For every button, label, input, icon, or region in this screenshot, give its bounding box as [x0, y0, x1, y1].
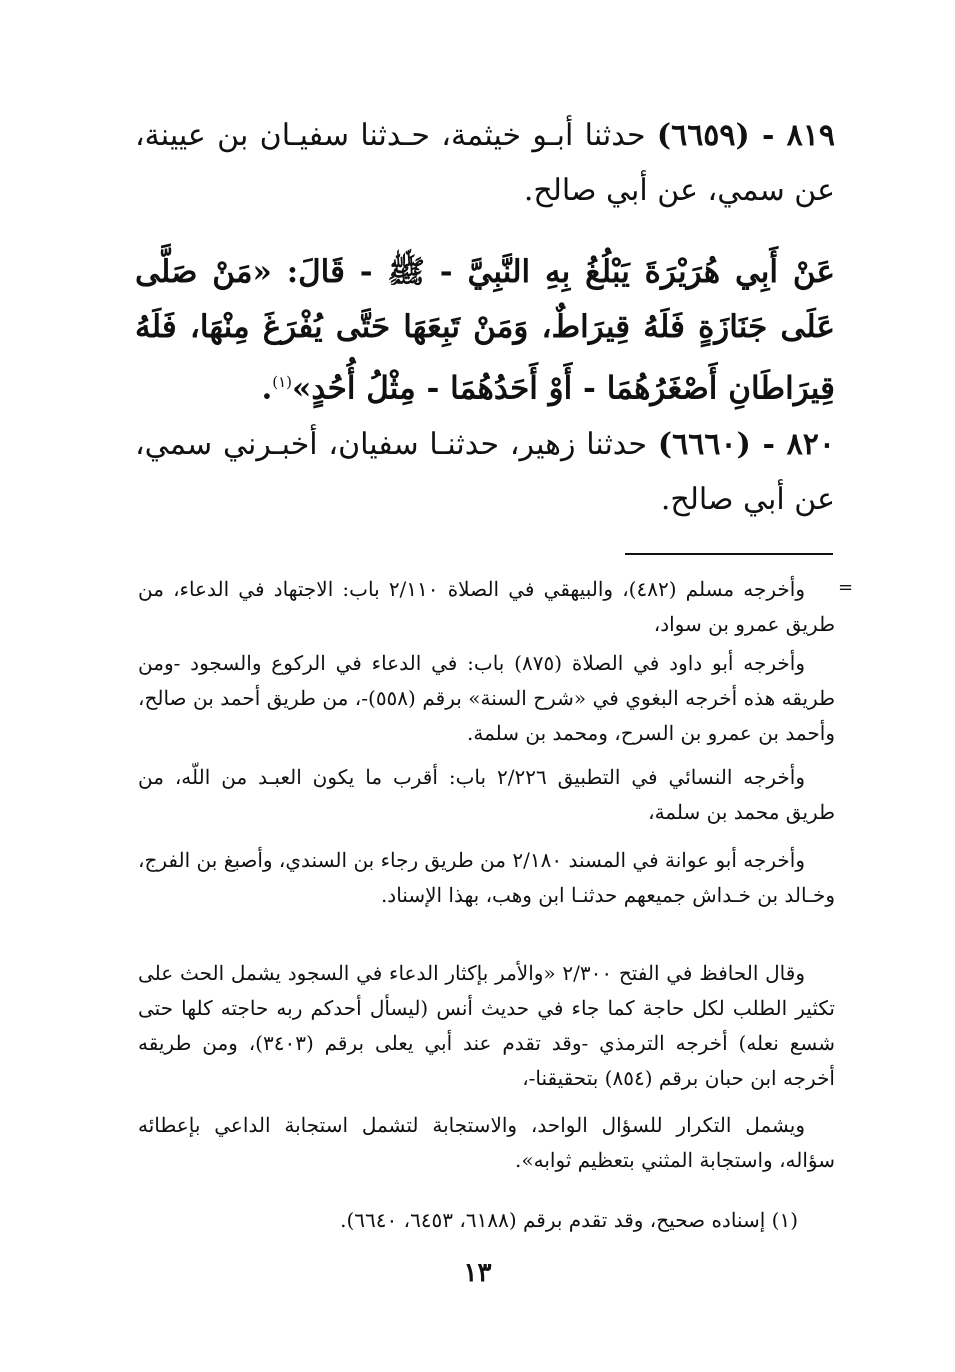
footnote-1: (١) إسناده صحيح، وقد تقدم برقم (٦١٨٨، ٦٤٥٣، ٦٦٤٠).: [340, 1208, 798, 1232]
page-number: ١٣: [463, 1258, 492, 1288]
hadith-819-isnad: [135, 108, 835, 218]
hadith-matn-text: عَنْ أَبِي هُرَيْرَةَ يَبْلُغُ بِهِ النَّبِيَّ - ﷺ - قَالَ: «مَنْ صَلَّى عَلَى جَنَازَةٍ فَلَهُ قِيرَاطٌ، وَمَنْ تَبِعَهَا حَتَّى يُفْرَغَ مِنْهَا، فَلَهُ قِيرَاطَانِ أَصْغَرُهُمَا - أَوْ أَحَدُهُمَا - مِثْلُ أُحُدٍ»: [135, 254, 835, 407]
hadith-820-isnad: [135, 417, 835, 527]
hadith-819-number: ٨١٩ - (٦٦٥٩): [656, 118, 835, 153]
footnote-paragraph: وقال الحافظ في الفتح ٢/٣٠٠ «والأمر بإكثار الدعاء في السجود يشمل الحث على تكثير الطلب لكل حاجة كما جاء في حديث أنس (ليسأل أحدكم ربه حاجته كلها حتى شسع نعله) أخرجه الترمذي -وقد تقدم عند أبي يعلى برقم (٣٤٠٣)، ومن طريقه أخرجه ابن حبان برقم (٨٥٤) بتحقيقنا-،: [138, 961, 835, 1090]
footnote-paragraph: وأخرجه أبو داود في الصلاة (٨٧٥) باب: في الدعاء في الركوع والسجود -ومن طريقه هذه أخرجه البغوي في «شرح السنة» برقم (٥٥٨)-، من طريق أحمد بن صالح، وأحمد بن عمرو بن السرح، ومحمد بن سلمة.: [138, 651, 835, 745]
footnote-paragraph: وأخرجه أبو عوانة في المسند ٢/١٨٠ من طريق رجاء بن السندي، وأصبغ بن الفرج، وخـالد بن خـداش جميعهم حدثنـا ابن وهب، بهذا الإسناد.: [138, 848, 835, 907]
footnote-paragraph: ويشمل التكرار للسؤال الواحد، والاستجابة لتشمل استجابة الداعي بإعطائه سؤاله، واستجابة المثني بتعظيم ثوابه».: [138, 1113, 835, 1172]
continuation-mark: =: [838, 577, 854, 598]
footnote-ref-1: (١): [272, 373, 293, 391]
footnote-separator: [625, 553, 833, 555]
hadith-820-chain: حدثنا زهير، حدثنـا سفيان، أخبـرني سمي، عن أبي صالح.: [135, 427, 835, 517]
hadith-matn: عَنْ أَبِي هُرَيْرَةَ يَبْلُغُ بِهِ النَّبِيَّ - ﷺ - قَالَ: «مَنْ صَلَّى عَلَى جَنَازَةٍ فَلَهُ قِيرَاطٌ، وَمَنْ تَبِعَهَا حَتَّى يُفْرَغَ مِنْهَا، فَلَهُ قِيرَاطَانِ أَصْغَرُهُمَا - أَوْ أَحَدُهُمَا - مِثْلُ أُحُدٍ»$^{(١)}$.: [135, 254, 835, 407]
hadith-820-number: ٨٢٠ - (٦٦٦٠): [657, 427, 835, 462]
hadith-819-chain: حدثنا أبـو خيثمة، حـدثنا سفيـان بن عيينة، عن سمي، عن أبي صالح.: [135, 118, 835, 208]
footnote-paragraph: وأخرجه مسلم (٤٨٢)، والبيهقي في الصلاة ٢/١١٠ باب: الاجتهاد في الدعاء، من طريق عمرو بن سواد،: [138, 577, 835, 636]
footnote-paragraph: وأخرجه النسائي في التطبيق ٢/٢٢٦ باب: أقرب ما يكون العبـد من اللّه، من طريق محمد بن سلمة،: [138, 765, 835, 824]
